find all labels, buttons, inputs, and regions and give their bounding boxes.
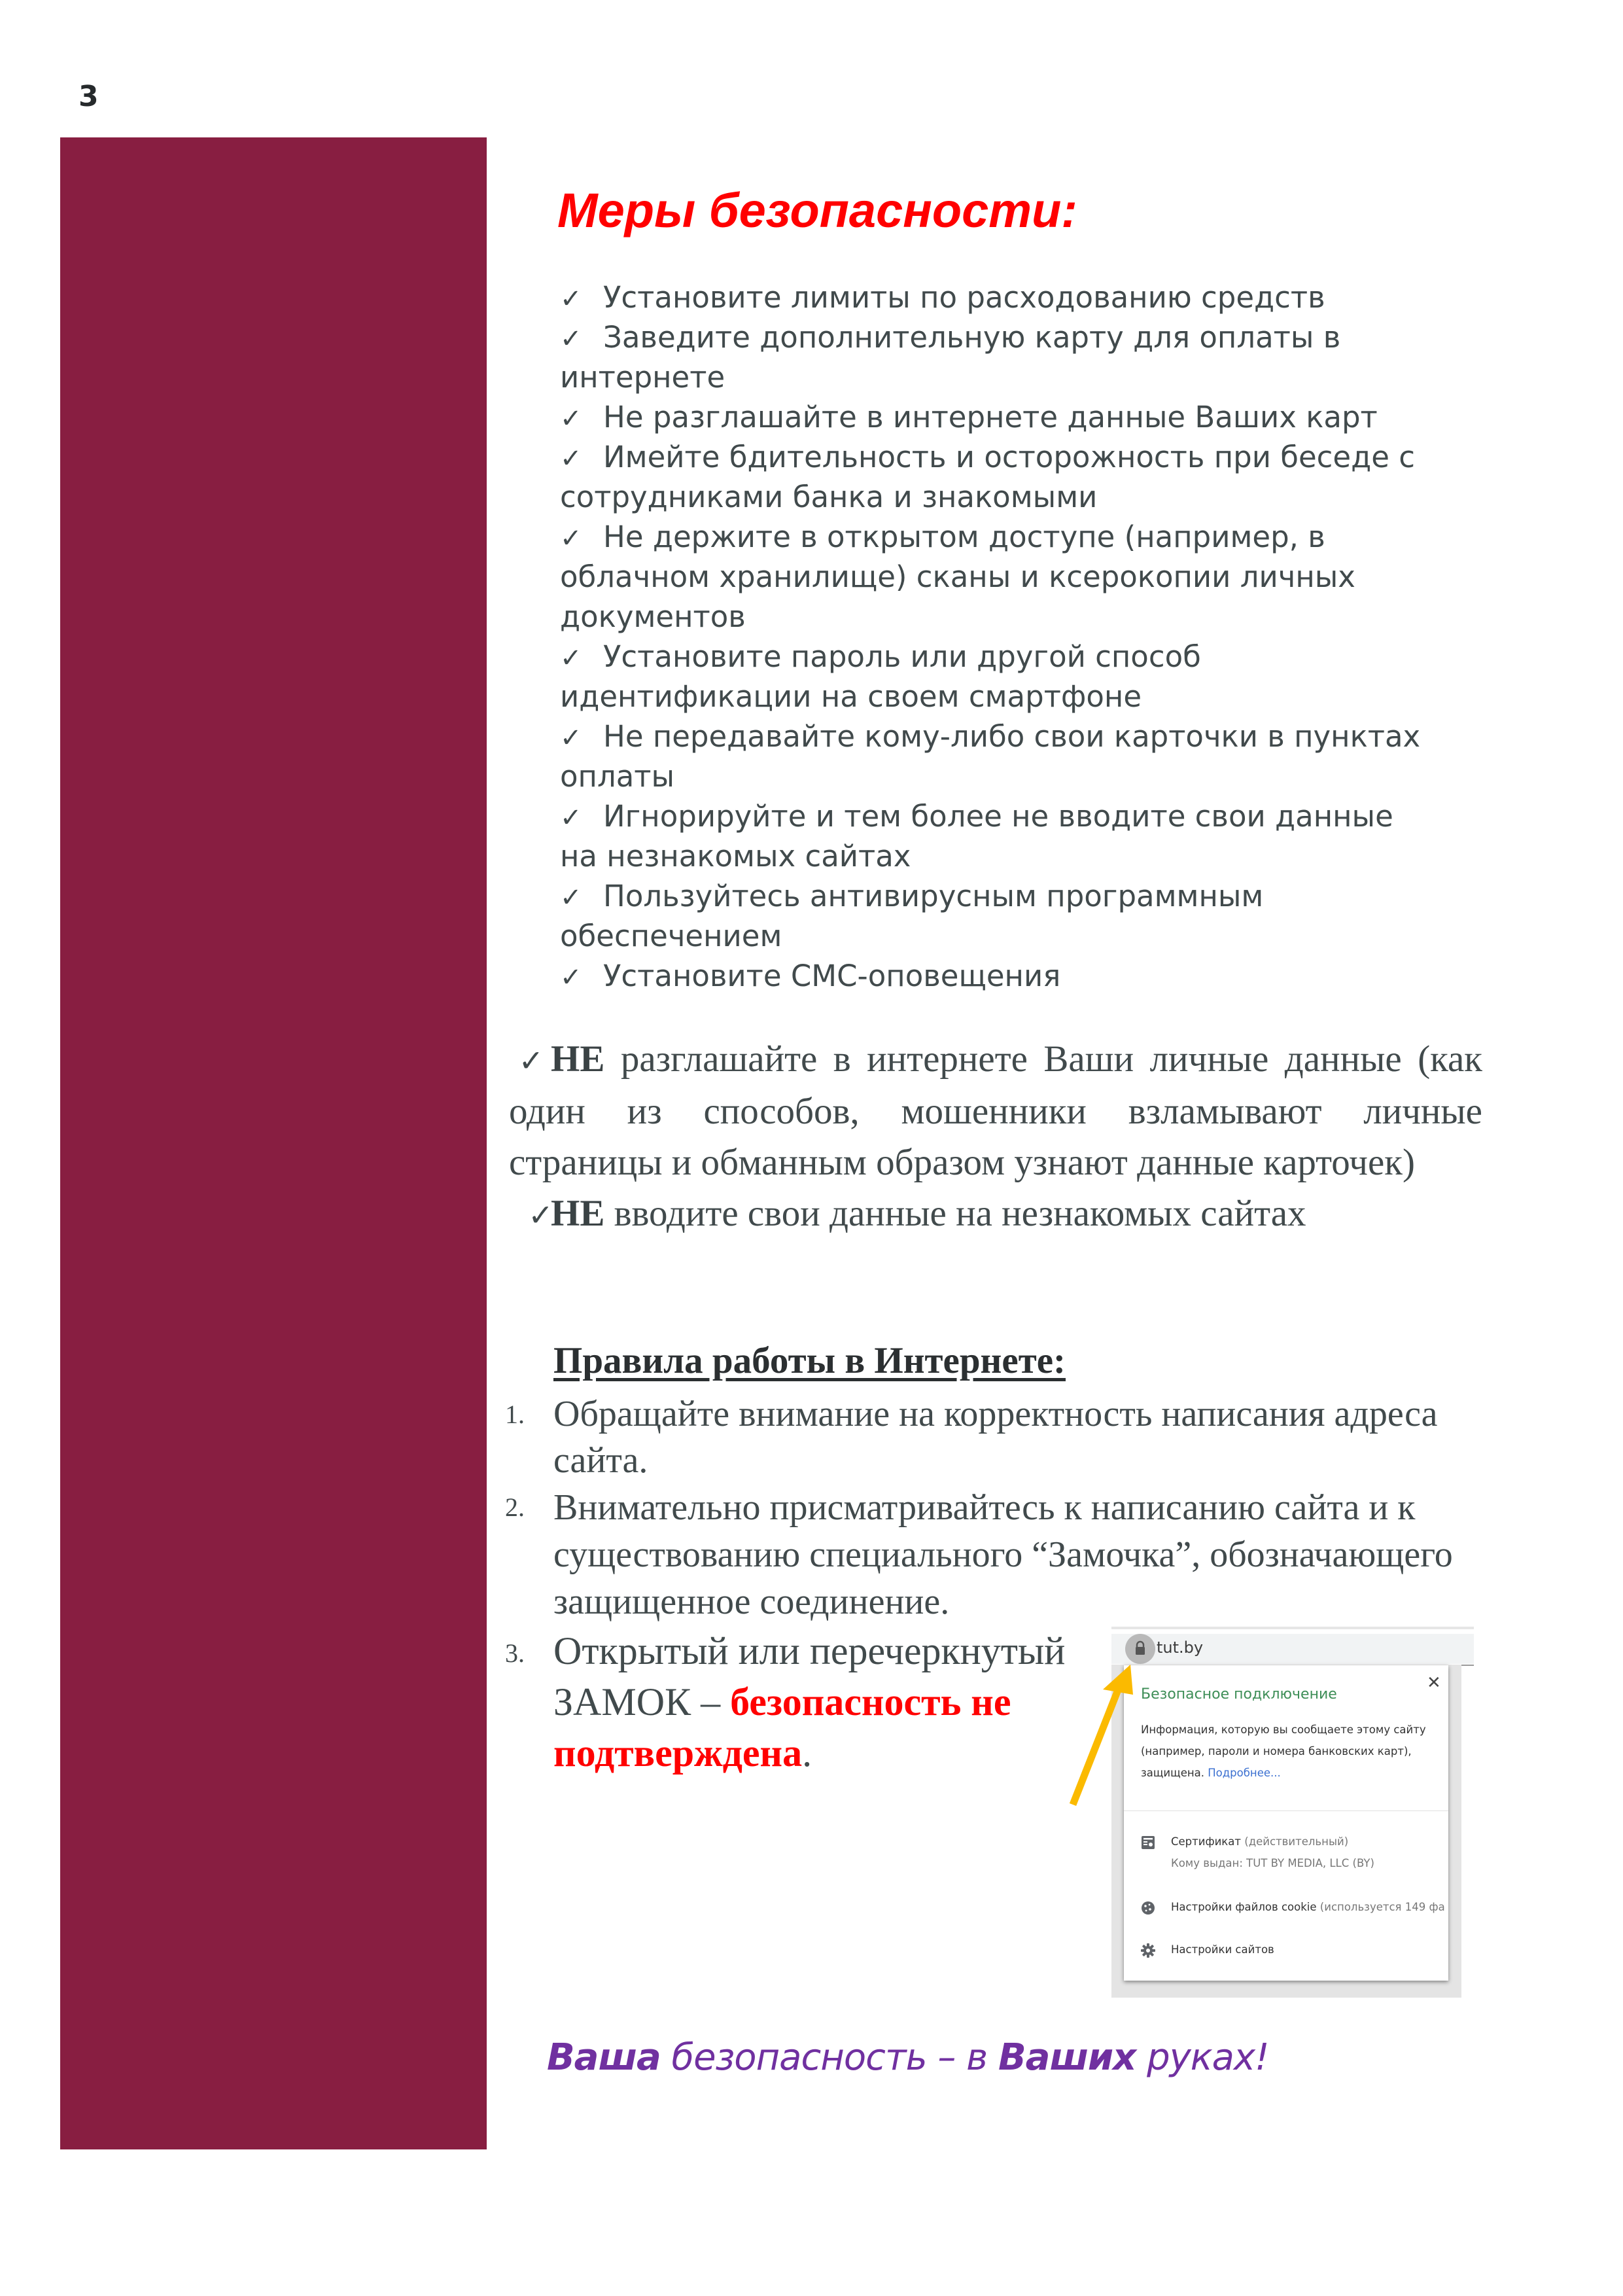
certificate-issued-to: Кому выдан: TUT BY MEDIA, LLC (BY) xyxy=(1171,1857,1374,1869)
measure-text: облачном хранилище) сканы и ксерокопии личных xyxy=(560,559,1355,594)
popup-description-line xyxy=(1141,1762,1435,1784)
slogan xyxy=(547,2035,1269,2081)
check-icon: ✓ xyxy=(560,404,582,434)
warnings-block xyxy=(509,1034,1482,1241)
url-text[interactable]: tut.by xyxy=(1157,1638,1204,1657)
browser-top-border xyxy=(1111,1627,1474,1629)
measure-text: идентификации на своем смартфоне xyxy=(560,679,1142,714)
site-settings-label: Настройки сайтов xyxy=(1171,1943,1274,1956)
measure-line xyxy=(560,956,1515,996)
measure-line xyxy=(560,637,1515,677)
measure-line xyxy=(560,277,1515,317)
measure-line xyxy=(560,597,1515,637)
warning-bold: НЕ xyxy=(551,1193,605,1234)
measure-text: Не разглашайте в интернете данные Ваших карт xyxy=(603,400,1378,434)
measure-line xyxy=(560,517,1515,557)
more-link[interactable]: Подробнее... xyxy=(1208,1767,1281,1779)
section-title-security-measures: Меры безопасности: xyxy=(557,183,1077,238)
rule-text-line: Внимательно присматривайтесь к написанию сайта и к xyxy=(553,1487,1416,1528)
cookie-settings-status: (используется 149 фа xyxy=(1319,1901,1445,1913)
warning-text: разглашайте в интернете Ваши личные данные (как один из способов, мошенники взламывают личные страницы и обманным образом узнают данные карточек) xyxy=(509,1038,1482,1183)
measure-text: интернете xyxy=(560,360,725,395)
slogan-text: руках! xyxy=(1136,2036,1269,2079)
measure-text: Установите СМС-оповещения xyxy=(603,959,1061,993)
popup-description-end: защищена. xyxy=(1141,1767,1204,1779)
measure-line xyxy=(560,677,1515,716)
check-icon: ✓ xyxy=(560,444,582,474)
check-icon: ✓ xyxy=(560,803,582,833)
measure-text: на незнакомых сайтах xyxy=(560,839,911,874)
measure-text: Установите лимиты по расходованию средств xyxy=(603,280,1325,315)
rule-text-warning: подтверждена xyxy=(553,1731,803,1775)
rule-text-line xyxy=(553,1676,1011,1727)
measure-text: Игнорируйте и тем более не вводите свои данные xyxy=(603,799,1393,834)
measure-text: оплаты xyxy=(560,759,675,794)
check-icon: ✓ xyxy=(560,284,582,314)
certificate-label: Сертификат xyxy=(1171,1835,1242,1848)
measure-text: обеспечением xyxy=(560,919,782,953)
measure-line xyxy=(560,437,1515,477)
rule-text-line: сайта. xyxy=(553,1440,648,1481)
check-icon: ✓ xyxy=(560,963,582,993)
measure-text: сотрудниками банка и знакомыми xyxy=(560,480,1098,514)
warning-text: вводите свои данные на незнакомых сайтах xyxy=(604,1193,1306,1234)
security-measures-list xyxy=(560,277,1515,996)
check-icon: ✓ xyxy=(560,883,582,913)
rule-text-plain: . xyxy=(802,1731,812,1775)
measure-text: Не передавайте кому-либо свои карточки в пунктах xyxy=(603,719,1421,754)
check-icon: ✓ xyxy=(560,643,582,673)
cookie-icon xyxy=(1141,1901,1155,1915)
sidebar-color-band xyxy=(60,137,487,2149)
certificate-icon xyxy=(1141,1835,1155,1850)
measure-text: Пользуйтесь антивирусным программным xyxy=(603,879,1264,913)
measure-line xyxy=(560,477,1515,517)
popup-title: Безопасное подключение xyxy=(1141,1686,1337,1703)
rule-number: 3. xyxy=(505,1638,525,1668)
rule-number: 2. xyxy=(505,1492,525,1522)
measure-line xyxy=(560,796,1515,836)
divider xyxy=(1124,1810,1448,1811)
check-icon: ✓ xyxy=(560,723,582,753)
rule-number: 1. xyxy=(505,1400,525,1429)
page-right-edge xyxy=(1461,1665,1474,1999)
cookie-settings-label: Настройки файлов cookie xyxy=(1171,1901,1317,1913)
close-icon[interactable]: ✕ xyxy=(1427,1673,1441,1693)
measure-line xyxy=(560,876,1515,916)
popup-description-line: Информация, которую вы сообщаете этому сайту xyxy=(1141,1723,1426,1736)
rule-text-line: существованию специального “Замочка”, обозначающего xyxy=(553,1534,1453,1575)
slogan-text: безопасность – в xyxy=(660,2036,998,2079)
rule-text-plain: ЗАМОК – xyxy=(553,1680,731,1723)
arrow-icon xyxy=(1060,1655,1145,1819)
check-icon: ✓ xyxy=(560,523,582,554)
measure-line xyxy=(560,397,1515,437)
certificate-status: (действительный) xyxy=(1244,1835,1349,1848)
check-icon: ✓ xyxy=(560,324,582,354)
measure-text: документов xyxy=(560,599,746,634)
page-number: 3 xyxy=(79,80,99,113)
measure-line xyxy=(560,317,1515,357)
browser-security-popup-screenshot xyxy=(1111,1627,1474,1998)
popup-description-line: (например, пароли и номера банковских карт), xyxy=(1141,1745,1412,1757)
measure-text: Имейте бдительность и осторожность при беседе с xyxy=(603,440,1415,474)
measure-line xyxy=(560,836,1515,876)
measure-line xyxy=(560,357,1515,397)
measure-text: Установите пароль или другой способ xyxy=(603,639,1201,674)
slogan-bold: Ваша xyxy=(547,2036,661,2079)
warning-item xyxy=(509,1188,1482,1241)
measure-line xyxy=(560,716,1515,756)
gear-icon xyxy=(1141,1943,1155,1958)
measure-text: Не держите в открытом доступе (например, в xyxy=(603,520,1325,554)
measure-line xyxy=(560,756,1515,796)
measure-line xyxy=(560,916,1515,956)
measure-text: Заведите дополнительную карту для оплаты в xyxy=(603,320,1341,355)
rule-text-line xyxy=(553,1727,812,1778)
measure-line xyxy=(560,557,1515,597)
check-icon: ✓ xyxy=(509,1197,553,1233)
rule-text-line: Открытый или перечеркнутый xyxy=(553,1629,1066,1672)
warning-bold: НЕ xyxy=(551,1038,605,1080)
warning-item xyxy=(509,1034,1482,1188)
popup-description xyxy=(1141,1719,1435,1784)
rule-text-line: Обращайте внимание на корректность написания адреса xyxy=(553,1394,1438,1434)
site-info-popup xyxy=(1124,1665,1448,1981)
rule-text-warning: безопасность не xyxy=(730,1680,1011,1723)
rule-text-line: защищенное соединение. xyxy=(553,1581,950,1622)
slogan-bold: Ваших xyxy=(998,2036,1136,2079)
cookie-settings-row[interactable] xyxy=(1141,1898,1445,1918)
check-icon: ✓ xyxy=(509,1043,544,1078)
section-title-internet-rules: Правила работы в Интернете: xyxy=(553,1340,1066,1381)
